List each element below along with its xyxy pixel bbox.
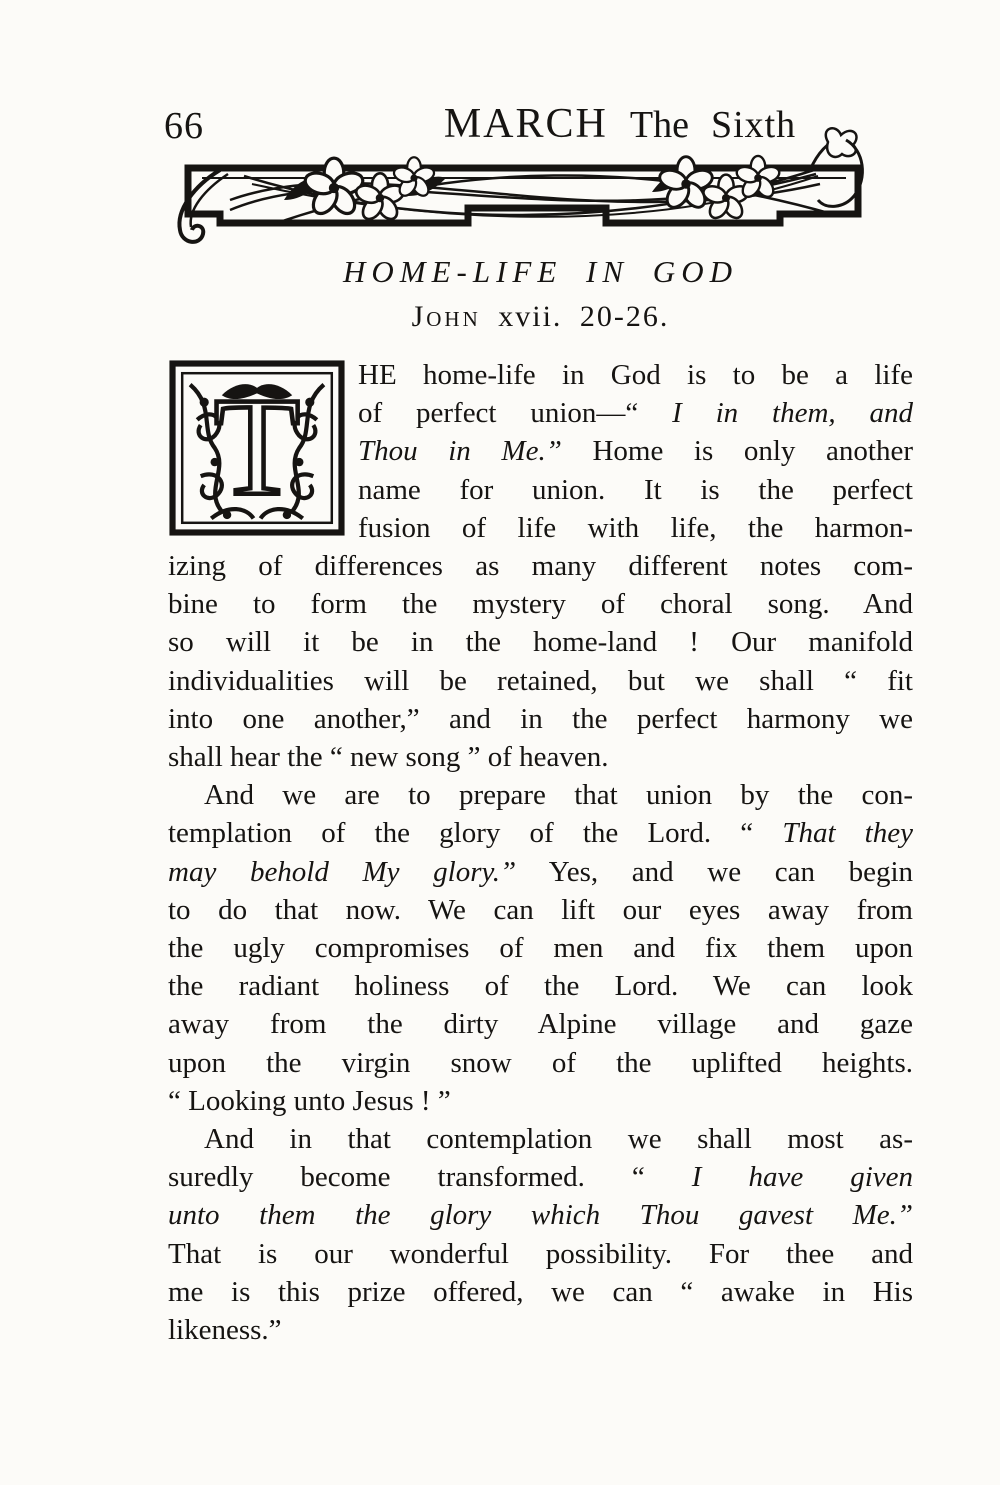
quoted-scripture-text: may behold My glory.” bbox=[168, 855, 517, 888]
body-run: upon the virgin snow of the uplifted heights. bbox=[168, 1046, 913, 1079]
floral-header-ornament bbox=[158, 126, 910, 252]
text-line bbox=[168, 1158, 913, 1196]
text-line bbox=[168, 967, 913, 1005]
text-line bbox=[168, 623, 913, 661]
text-line bbox=[168, 1120, 913, 1158]
running-head-article: The bbox=[629, 104, 689, 146]
scripture-book: John bbox=[411, 300, 481, 333]
body-run: suredly become transformed. “ bbox=[168, 1161, 692, 1194]
body-run: fusion of life with life, the harmon- bbox=[358, 511, 913, 544]
body-run: Yes, and we can begin bbox=[516, 855, 913, 888]
quoted-scripture-text: Thou in Me.” bbox=[358, 435, 562, 468]
drop-cap-letter: T bbox=[213, 369, 301, 525]
body-run: bine to form the mystery of choral song. And bbox=[168, 588, 913, 621]
quoted-scripture-text: unto them the glory which Thou gavest Me.” bbox=[168, 1199, 913, 1232]
quoted-scripture-text: I have given bbox=[691, 1161, 914, 1194]
body-run: the radiant holiness of the Lord. We can look bbox=[168, 970, 913, 1003]
page-number: 66 bbox=[164, 105, 204, 147]
text-line bbox=[168, 891, 913, 929]
body-run: That is our wonderful possibility. For thee and bbox=[168, 1237, 913, 1270]
body-run: Home is only another bbox=[561, 435, 914, 468]
body-run: templation of the glory of the Lord. “ bbox=[168, 817, 783, 850]
drop-cap bbox=[168, 360, 346, 536]
text-line bbox=[168, 662, 913, 700]
body-run: “ Looking unto Jesus ! ” bbox=[168, 1084, 451, 1117]
body-run: likeness.” bbox=[168, 1314, 282, 1347]
scripture-reference bbox=[168, 300, 913, 334]
body-run: of perfect union—“ bbox=[358, 397, 673, 430]
text-line bbox=[168, 853, 913, 891]
text-line bbox=[168, 814, 913, 852]
body-run: me is this prize offered, we can “ awake in His bbox=[168, 1275, 913, 1308]
body-run: HE home-life in God is to be a life bbox=[358, 359, 913, 391]
text-line bbox=[168, 1273, 913, 1311]
body-run: into one another,” and in the perfect harmony we bbox=[168, 702, 913, 735]
text-line bbox=[168, 700, 913, 738]
body-run: And in that contemplation we shall most as- bbox=[204, 1123, 913, 1156]
text-line bbox=[168, 585, 913, 623]
text-line bbox=[168, 547, 913, 585]
text-line bbox=[168, 776, 913, 814]
body-run: so will it be in the home-land ! Our manifold bbox=[168, 626, 913, 659]
text-line bbox=[168, 1311, 913, 1349]
body-run: individualities will be retained, but we shall “ fit bbox=[168, 664, 913, 697]
text-line bbox=[168, 1005, 913, 1043]
body-run: shall hear the “ new song ” of heaven. bbox=[168, 741, 609, 774]
body-run: And we are to prepare that union by the con- bbox=[204, 779, 913, 812]
body-run: away from the dirty Alpine village and gaze bbox=[168, 1008, 913, 1041]
text-line bbox=[168, 1196, 913, 1234]
body-run: to do that now. We can lift our eyes away from bbox=[168, 893, 913, 926]
body-run: izing of differences as many different notes com- bbox=[168, 550, 913, 583]
paragraph bbox=[168, 776, 913, 1120]
text-line bbox=[168, 1082, 913, 1120]
text-line bbox=[168, 1235, 913, 1273]
body-text bbox=[168, 356, 913, 1349]
body-run: name for union. It is the perfect bbox=[358, 473, 913, 506]
running-head-day: Sixth bbox=[710, 104, 797, 146]
text-line bbox=[168, 738, 913, 776]
page-title: HOME-LIFE IN GOD bbox=[343, 254, 738, 289]
paragraph bbox=[168, 1120, 913, 1349]
scripture-verses: xvii. 20-26. bbox=[498, 300, 670, 333]
quoted-scripture-text: I in them, and bbox=[672, 397, 914, 430]
quoted-scripture-text: That they bbox=[782, 817, 913, 850]
text-line bbox=[168, 929, 913, 967]
running-head-month: MARCH bbox=[443, 101, 608, 147]
body-run: the ugly compromises of men and fix them upon bbox=[168, 932, 913, 965]
drop-cap-ornament bbox=[168, 360, 346, 536]
text-line bbox=[168, 1044, 913, 1082]
